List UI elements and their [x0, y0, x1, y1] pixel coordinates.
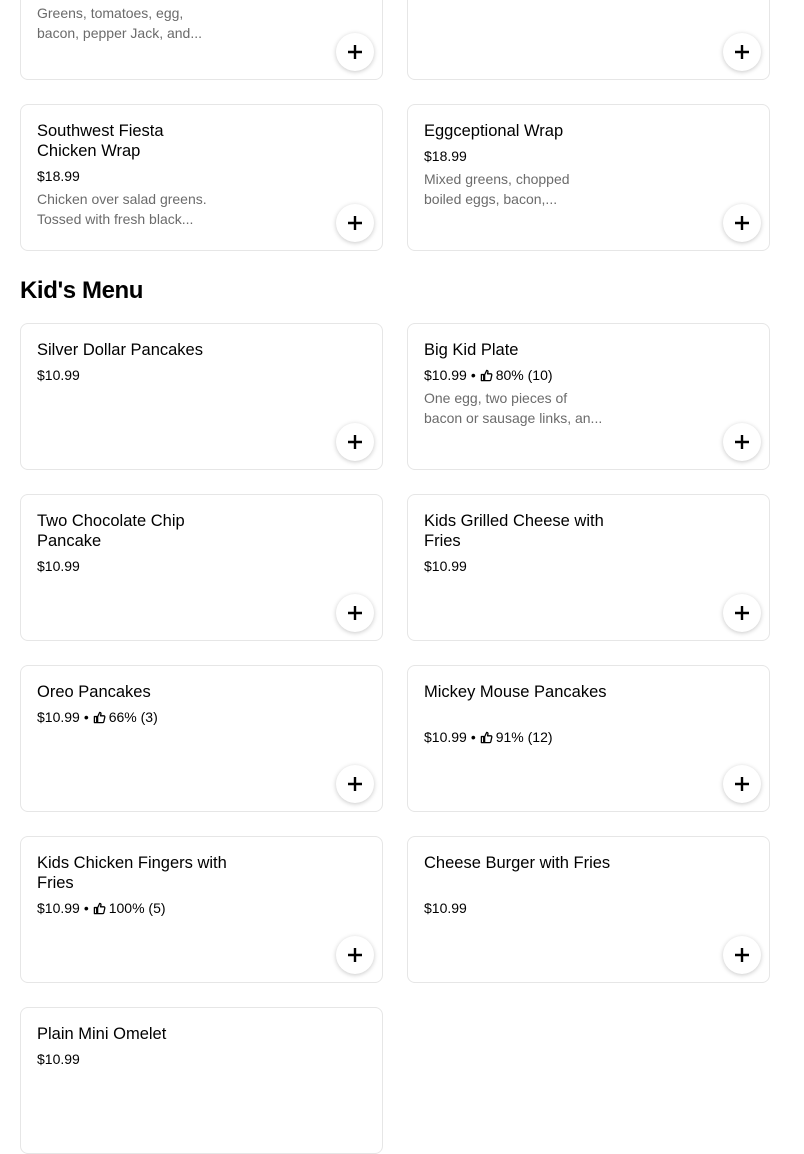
- item-rating: 66% (3): [108, 709, 158, 725]
- item-price: $18.99: [424, 148, 467, 164]
- item-price-row: [37, 167, 80, 185]
- add-item-button[interactable]: [336, 765, 374, 803]
- item-description: Greens, tomatoes, egg, bacon, pepper Jack, and...: [37, 5, 202, 41]
- section-title-kids-menu: Kid's Menu: [20, 277, 144, 304]
- item-name: Kids Chicken Fingers with Fries: [37, 854, 227, 892]
- item-price: $10.99: [37, 709, 80, 725]
- separator-dot: •: [470, 729, 476, 745]
- add-item-button[interactable]: [336, 594, 374, 632]
- item-description: Chicken over salad greens. Tossed with fresh black...: [37, 191, 207, 227]
- item-price: $10.99: [424, 558, 467, 574]
- item-name: Mickey Mouse Pancakes: [424, 683, 607, 701]
- menu-item-card[interactable]: [407, 323, 770, 470]
- add-item-button[interactable]: [336, 423, 374, 461]
- item-price: $10.99: [424, 367, 467, 383]
- thumbs-up-icon: [93, 711, 106, 724]
- item-price-row: [424, 366, 553, 384]
- plus-icon: [735, 435, 749, 449]
- menu-item-card[interactable]: [20, 323, 383, 470]
- item-rating: 91% (12): [495, 729, 553, 745]
- menu-item-card[interactable]: [20, 104, 383, 251]
- add-item-button[interactable]: [723, 765, 761, 803]
- menu-item-card[interactable]: [407, 494, 770, 641]
- item-price: $10.99: [37, 1051, 80, 1067]
- thumbs-up-icon: [480, 369, 493, 382]
- item-price-row: [37, 557, 80, 575]
- plus-icon: [735, 948, 749, 962]
- plus-icon: [348, 435, 362, 449]
- item-price: $10.99: [37, 558, 80, 574]
- item-price: $10.99: [37, 367, 80, 383]
- item-price-row: [37, 708, 158, 726]
- item-price-row: [424, 899, 467, 917]
- plus-icon: [735, 216, 749, 230]
- plus-icon: [348, 216, 362, 230]
- item-name: Eggceptional Wrap: [424, 122, 564, 140]
- add-item-button[interactable]: [723, 204, 761, 242]
- menu-item-card[interactable]: [20, 665, 383, 812]
- menu-item-card[interactable]: [407, 836, 770, 983]
- thumbs-up-icon: [93, 902, 106, 915]
- item-name: Southwest Fiesta Chicken Wrap: [37, 122, 164, 160]
- menu-item-card[interactable]: [407, 104, 770, 251]
- menu-item-card[interactable]: [20, 494, 383, 641]
- item-name: Two Chocolate Chip Pancake: [37, 512, 185, 550]
- item-name: Kids Grilled Cheese with Fries: [424, 512, 604, 550]
- plus-icon: [348, 948, 362, 962]
- menu-item-card[interactable]: [20, 1007, 383, 1154]
- separator-dot: •: [83, 709, 89, 725]
- item-price-row: [37, 899, 166, 917]
- menu-item-card[interactable]: [407, 665, 770, 812]
- menu-item-card[interactable]: [20, 836, 383, 983]
- menu-item-card[interactable]: [20, 0, 383, 80]
- separator-dot: •: [83, 900, 89, 916]
- item-description: Mixed greens, chopped boiled eggs, bacon,...: [424, 171, 570, 207]
- add-item-button[interactable]: [336, 204, 374, 242]
- item-price: $10.99: [424, 729, 467, 745]
- plus-icon: [735, 777, 749, 791]
- add-item-button[interactable]: [723, 423, 761, 461]
- menu-item-card[interactable]: [407, 0, 770, 80]
- item-name: Oreo Pancakes: [37, 683, 151, 701]
- item-rating: 100% (5): [108, 900, 166, 916]
- add-item-button[interactable]: [723, 594, 761, 632]
- item-rating: 80% (10): [495, 367, 553, 383]
- item-name: Silver Dollar Pancakes: [37, 341, 203, 359]
- item-price-row: [37, 1050, 80, 1068]
- add-item-button[interactable]: [723, 33, 761, 71]
- add-item-button[interactable]: [723, 936, 761, 974]
- thumbs-up-icon: [480, 731, 493, 744]
- item-price-row: [424, 147, 467, 165]
- item-price: $10.99: [37, 900, 80, 916]
- item-description: One egg, two pieces of bacon or sausage links, an...: [424, 390, 603, 426]
- plus-icon: [348, 45, 362, 59]
- item-name: Cheese Burger with Fries: [424, 854, 611, 872]
- add-item-button[interactable]: [336, 936, 374, 974]
- separator-dot: •: [470, 367, 476, 383]
- item-name: Plain Mini Omelet: [37, 1025, 167, 1043]
- add-item-button[interactable]: [336, 33, 374, 71]
- item-price-row: [424, 557, 467, 575]
- item-price: $10.99: [424, 900, 467, 916]
- plus-icon: [735, 606, 749, 620]
- item-price-row: [424, 728, 553, 746]
- item-name: Big Kid Plate: [424, 341, 519, 359]
- plus-icon: [735, 45, 749, 59]
- plus-icon: [348, 606, 362, 620]
- plus-icon: [348, 777, 362, 791]
- item-price-row: [37, 366, 80, 384]
- item-price: $18.99: [37, 168, 80, 184]
